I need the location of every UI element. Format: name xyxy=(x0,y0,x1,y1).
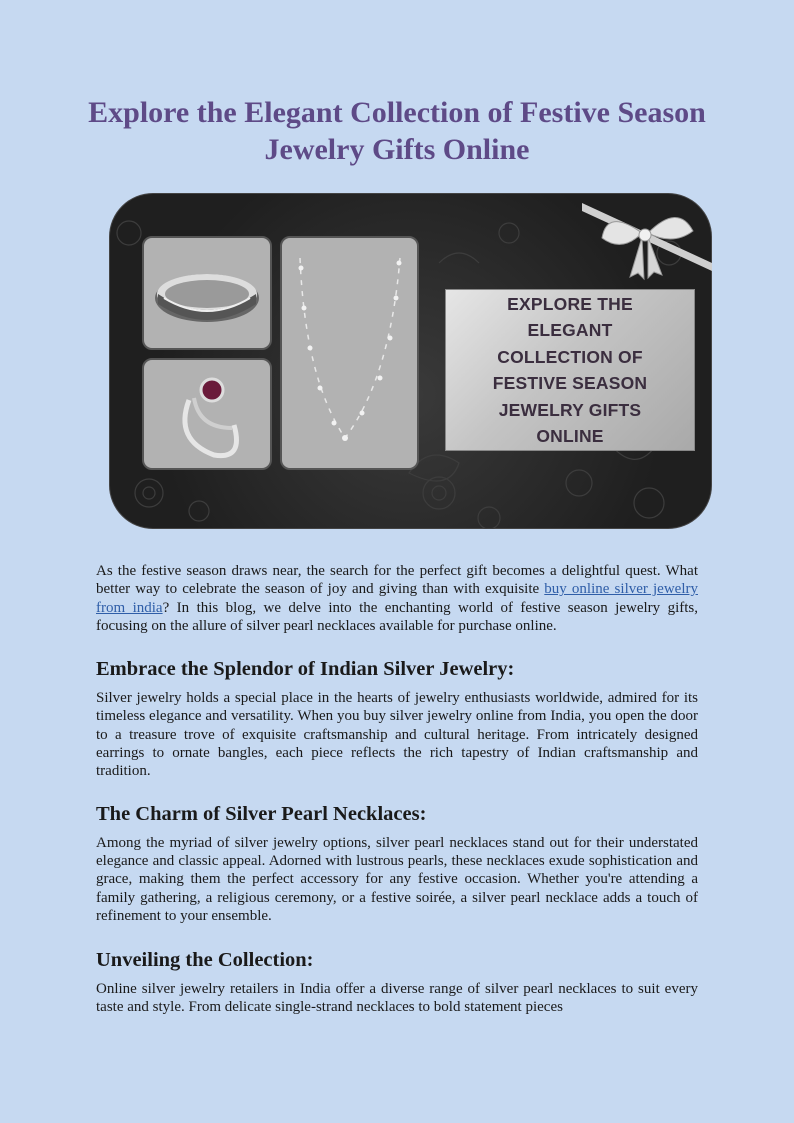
ring-image xyxy=(142,358,272,470)
intro-paragraph: As the festive season draws near, the search for the perfect gift becomes a delightful quest. What better way to celebrate the season of joy and giving than with exquisite buy online silver jewelry from india? In this blog, we delve into the enchanting world of festive season jewelry gifts, focusing on the allure of silver pearl necklaces available for purchase online. xyxy=(96,563,698,634)
section-paragraph: Silver jewelry holds a special place in the hearts of jewelry enthusiasts worldwide, admired for its timeless elegance and versatility. When you buy silver jewelry online from India, you open the door to a treasure trove of exquisite craftsmanship and cultural heritage. From intricately designed earrings to ornate bangles, each piece reflects the rich tapestry of Indian craftsmanship and tradition. xyxy=(96,690,698,780)
article-body xyxy=(96,562,698,1017)
section-paragraph: Among the myriad of silver jewelry options, silver pearl necklaces stand out for their understated elegance and classic appeal. Adorned with lustrous pearls, these necklaces exude sophistication and grace, making them the perfect accessory for any festive occasion. Whether you're attending a family gathering, a religious ceremony, or a festive soirée, a silver pearl necklace adds a touch of refinement to your ensemble. xyxy=(96,834,698,924)
banner-label-text: EXPLORE THE ELEGANT COLLECTION OF FESTIVE SEASON JEWELRY GIFTS ONLINE xyxy=(492,293,648,446)
section-heading: Embrace the Splendor of Indian Silver Jewelry: xyxy=(96,658,515,681)
section-paragraph: Online silver jewelry retailers in India offer a diverse range of silver pearl necklaces to suit every taste and style. From delicate single-strand necklaces to bold statement pieces xyxy=(96,981,698,1016)
hero-banner xyxy=(109,193,712,529)
page-title: Explore the Elegant Collection of Festive Season Jewelry Gifts Online xyxy=(88,96,706,166)
banner-label xyxy=(445,289,695,451)
buy-silver-jewelry-link[interactable]: buy online silver jewelry from india xyxy=(96,581,698,616)
section-heading: The Charm of Silver Pearl Necklaces: xyxy=(96,802,427,825)
ribbon-bow-icon xyxy=(582,193,712,283)
necklace-image xyxy=(280,236,419,470)
bracelet-image xyxy=(142,236,272,350)
section-heading: Unveiling the Collection: xyxy=(96,949,314,972)
